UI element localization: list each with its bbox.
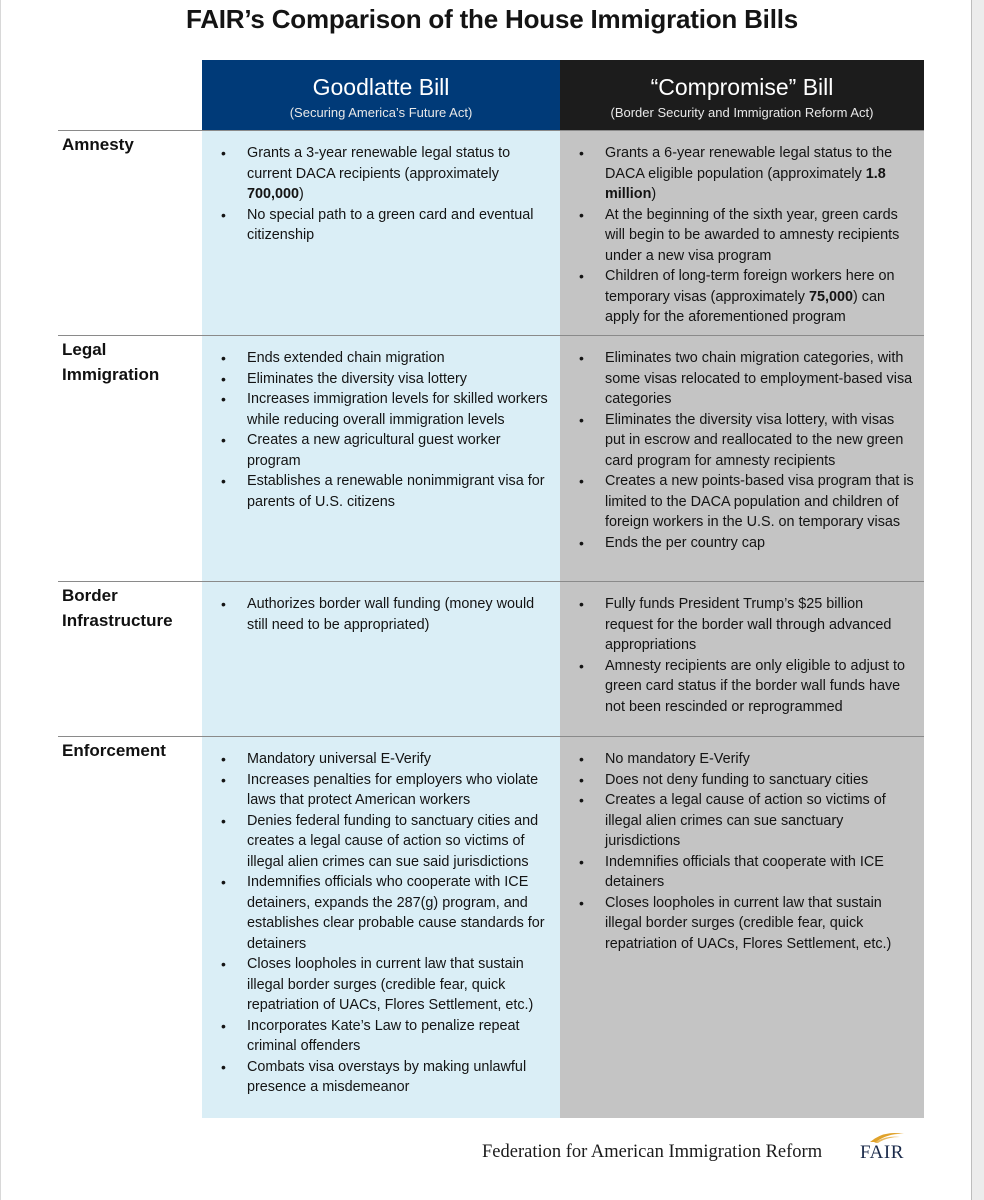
bullet-item	[202, 348, 550, 369]
row-label-amnesty: Amnesty	[62, 135, 134, 154]
bullet-item	[202, 471, 550, 512]
bullet-text-end: ) can apply for the aforementioned program	[605, 288, 885, 325]
bullet-dot-icon: •	[579, 268, 584, 284]
fair-logo-text: FAIR	[860, 1142, 904, 1163]
border-compromise-list	[560, 594, 914, 717]
bullet-text: Creates a new points-based visa program that is limited to the DACA population and children of foreign workers in the U.S. on temporary visas	[605, 473, 914, 530]
bullet-item	[202, 143, 550, 205]
bullet-dot-icon: •	[579, 206, 584, 223]
bullet-text: Fully funds President Trump’s $25 billion request for the border wall through advanced appropriations	[605, 596, 892, 653]
bullet-text: Incorporates Kate’s Law to penalize repeat criminal offenders	[247, 1017, 520, 1054]
bullet-text: No special path to a green card and eventual citizenship	[247, 206, 534, 243]
bullet-item	[202, 430, 550, 471]
bullet-dot-icon: •	[221, 391, 226, 407]
amnesty-compromise-list	[560, 143, 914, 328]
bullet-text: No mandatory E-Verify	[605, 751, 750, 767]
bullet-item	[560, 893, 914, 955]
bullet-dot-icon: •	[579, 411, 584, 428]
bullet-text: Closes loopholes in current law that sustain illegal border surges (credible fear, quick repatriation of UACs, Flores Settlement, etc.)	[605, 894, 892, 952]
bullet-item	[202, 749, 550, 770]
bullet-dot-icon: •	[579, 596, 584, 612]
goodlatte-title: Goodlatte Bill	[312, 74, 450, 100]
bullet-dot-icon: •	[221, 956, 226, 972]
bullet-text: Increases immigration levels for skilled workers while reducing overall immigration levels	[247, 391, 548, 428]
bullet-dot-icon: •	[221, 596, 226, 612]
legal-immigration-compromise-cell	[560, 336, 924, 581]
bullet-text-end: )	[651, 186, 657, 202]
footer-organization: Federation for American Immigration Reform	[482, 1142, 823, 1162]
bullet-text: Creates a legal cause of action so victims of illegal alien crimes can sue sanctuary jurisdictions	[605, 792, 886, 849]
compromise-header	[560, 60, 924, 130]
row-label-legal-immigration: Legal Immigration	[62, 340, 160, 384]
bullet-dot-icon: •	[221, 1058, 226, 1075]
bullet-dot-icon: •	[579, 657, 584, 674]
enforcement-goodlatte-list	[202, 749, 550, 1098]
bullet-dot-icon: •	[221, 874, 226, 890]
viewer-scrollbar[interactable]	[971, 0, 984, 1200]
bullet-text: Eliminates two chain migration categories, with some visas relocated to employment-based visa categories	[605, 350, 913, 407]
bullet-dot-icon: •	[221, 812, 226, 829]
bullet-item	[560, 790, 914, 852]
row-label-enforcement: Enforcement	[62, 741, 166, 760]
bullet-text: Does not deny funding to sanctuary cities	[605, 771, 869, 788]
fair-logo	[860, 1134, 912, 1164]
bullet-item	[202, 770, 550, 811]
legal-immigration-goodlatte-list	[202, 348, 550, 512]
legal-immigration-goodlatte-cell	[202, 336, 560, 581]
bullet-item	[202, 872, 550, 954]
bullet-text: Eliminates the diversity visa lottery	[247, 370, 467, 387]
bullet-dot-icon: •	[579, 473, 584, 489]
legal-immigration-compromise-list	[560, 348, 914, 553]
border-goodlatte-cell	[202, 582, 560, 736]
bullet-item	[560, 770, 914, 791]
bullet-item	[560, 594, 914, 656]
bullet-dot-icon: •	[221, 206, 226, 223]
bullet-dot-icon: •	[579, 350, 584, 366]
bullet-text: Ends the per country cap	[605, 534, 765, 551]
bullet-text: Increases penalties for employers who violate laws that protect American workers	[247, 771, 539, 808]
enforcement-compromise-list	[560, 749, 914, 954]
bullet-dot-icon: •	[221, 432, 226, 448]
amnesty-compromise-cell	[560, 131, 924, 335]
bullet-text: Creates a new agricultural guest worker program	[247, 432, 501, 469]
bullet-dot-icon: •	[579, 853, 584, 870]
bullet-text: Grants a 3-year renewable legal status to current DACA recipients (approximately	[247, 145, 511, 182]
bullet-text-end: )	[299, 186, 304, 202]
bullet-item	[560, 410, 914, 472]
bullet-figure: 1.8 million	[605, 165, 886, 202]
bullet-text: Denies federal funding to sanctuary cities and creates a legal cause of action so victims of illegal alien crimes can sue said jurisdictions	[247, 812, 539, 870]
bullet-item	[202, 1057, 550, 1098]
bullet-item	[560, 656, 914, 718]
bullet-dot-icon: •	[579, 534, 584, 551]
bullet-text: Indemnifies officials who cooperate with ICE detainers, expands the 287(g) program, and establishes clear probable cause standards for detainers	[247, 874, 545, 952]
bullet-item	[202, 811, 550, 873]
bullet-text: Mandatory universal E-Verify	[247, 751, 431, 767]
page-title: FAIR’s Comparison of the House Immigration Bills	[185, 4, 799, 34]
bullet-text: Ends extended chain migration	[247, 350, 445, 366]
border-compromise-cell	[560, 582, 924, 736]
bullet-item	[560, 266, 914, 328]
bullet-dot-icon: •	[221, 473, 226, 489]
bullet-dot-icon: •	[221, 771, 226, 788]
bullet-text: Children of long-term foreign workers here on temporary visas (approximately	[605, 268, 895, 305]
bullet-figure: 700,000	[247, 186, 300, 202]
bullet-dot-icon: •	[579, 751, 584, 767]
bullet-item	[560, 533, 914, 554]
bullet-item	[202, 1016, 550, 1057]
bullet-item	[560, 852, 914, 893]
bullet-dot-icon: •	[579, 145, 584, 161]
bullet-dot-icon: •	[221, 350, 226, 366]
bullet-text: Grants a 6-year renewable legal status to the DACA eligible population (approximately	[605, 145, 893, 182]
bullet-item	[202, 369, 550, 390]
enforcement-goodlatte-cell	[202, 737, 560, 1118]
bullet-item	[202, 205, 550, 246]
bullet-item	[202, 389, 550, 430]
bullet-text: Combats visa overstays by making unlawful presence a misdemeanor	[247, 1058, 527, 1095]
bullet-dot-icon: •	[579, 771, 584, 788]
bullet-figure: 75,000	[808, 288, 853, 305]
compromise-subtitle: (Border Security and Immigration Reform Act)	[610, 105, 874, 120]
bullet-dot-icon: •	[221, 1017, 226, 1034]
page-edge-left	[0, 0, 1, 1200]
bullet-text: Authorizes border wall funding (money would still need to be appropriated)	[247, 596, 535, 633]
bullet-item	[560, 143, 914, 205]
bullet-item	[560, 749, 914, 770]
enforcement-compromise-cell	[560, 737, 924, 1118]
bullet-item	[560, 471, 914, 533]
bullet-text: Indemnifies officials that cooperate with ICE detainers	[605, 853, 884, 890]
bullet-dot-icon: •	[221, 370, 226, 387]
bullet-dot-icon: •	[579, 894, 584, 911]
bullet-dot-icon: •	[221, 145, 226, 161]
goodlatte-header	[202, 60, 560, 130]
border-goodlatte-list	[202, 594, 550, 635]
goodlatte-subtitle: (Securing America’s Future Act)	[289, 105, 473, 120]
bullet-item	[560, 348, 914, 410]
bullet-dot-icon: •	[221, 751, 226, 767]
bullet-dot-icon: •	[579, 792, 584, 808]
bullet-item	[202, 954, 550, 1016]
amnesty-goodlatte-cell	[202, 131, 560, 335]
bullet-text: Eliminates the diversity visa lottery, with visas put in escrow and reallocated to the new green card program for amnesty recipients	[605, 411, 904, 469]
bullet-item	[202, 594, 550, 635]
bullet-text: Amnesty recipients are only eligible to adjust to green card status if the border wall funds have not been rescinded or reprogrammed	[605, 657, 905, 715]
amnesty-goodlatte-list	[202, 143, 550, 246]
bullet-item	[560, 205, 914, 267]
bullet-text: Establishes a renewable nonimmigrant visa for parents of U.S. citizens	[247, 473, 545, 510]
bullet-text: Closes loopholes in current law that sustain illegal border surges (credible fear, quick repatriation of UACs, Flores Settlement, etc.)	[247, 956, 534, 1013]
bullet-text: At the beginning of the sixth year, green cards will begin to be awarded to amnesty recipients under a new visa program	[605, 206, 900, 264]
row-label-border-infrastructure: Border Infrastructure	[62, 586, 173, 630]
compromise-title: “Compromise” Bill	[650, 74, 834, 100]
